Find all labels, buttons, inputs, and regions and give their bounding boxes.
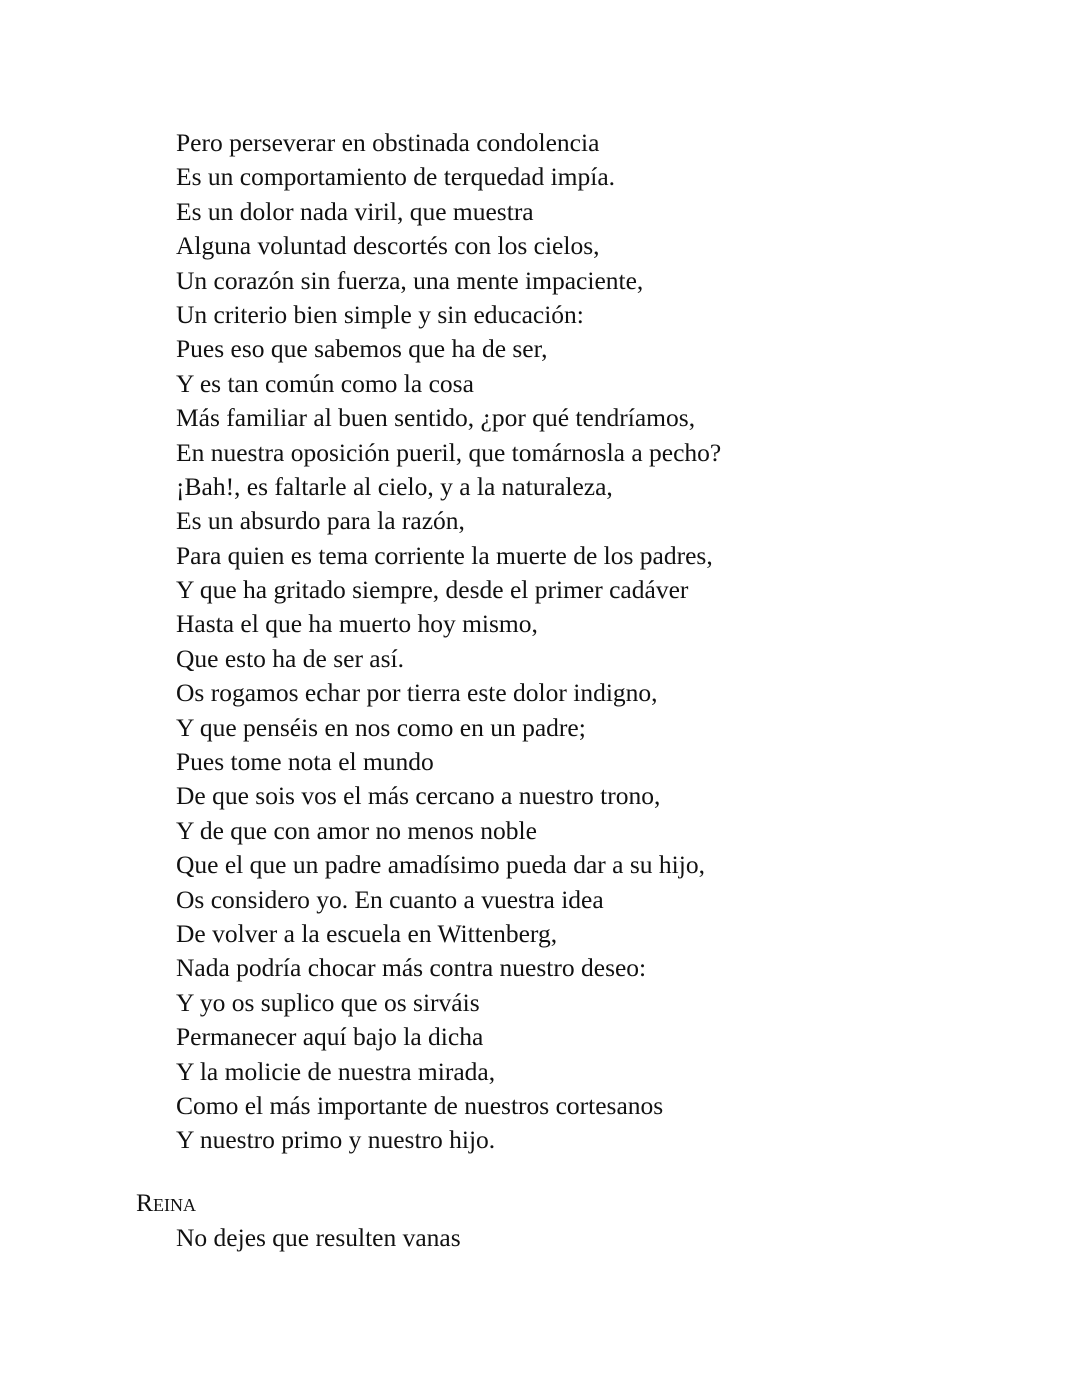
verse-line: Como el más importante de nuestros cortesanos <box>176 1090 664 1120</box>
verse-line: Pero perseverar en obstinada condolencia <box>176 128 600 157</box>
verse-line: Que esto ha de ser así. <box>176 643 405 673</box>
verse-line: Permanecer aquí bajo la dicha <box>176 1022 484 1052</box>
verse-line: Para quien es tema corriente la muerte de los padres, <box>176 540 713 570</box>
verse-line: De volver a la escuela en Wittenberg, <box>176 918 558 948</box>
verse-line: Nada podría chocar más contra nuestro deseo: <box>176 953 647 983</box>
verse-line: Es un comportamiento de terquedad impía. <box>176 162 616 192</box>
verse-line: Y nuestro primo y nuestro hijo. <box>176 1125 496 1155</box>
verse-line: Alguna voluntad descortés con los cielos, <box>176 231 600 261</box>
verse-line: Y la molicie de nuestra mirada, <box>176 1056 496 1086</box>
verse-line: Os rogamos echar por tierra este dolor indigno, <box>176 678 658 708</box>
speaker-name: Reina <box>136 1188 196 1217</box>
verse-line: Un corazón sin fuerza, una mente impaciente, <box>176 265 644 295</box>
verse-line: Y es tan común como la cosa <box>176 368 474 398</box>
verse-line: De que sois vos el más cercano a nuestro trono, <box>176 781 661 811</box>
verse-line: Pues eso que sabemos que ha de ser, <box>176 334 548 364</box>
verse-line: En nuestra oposición pueril, que tomárnosla a pecho? <box>176 437 722 467</box>
verse-line: Es un absurdo para la razón, <box>176 506 465 536</box>
verse-line: No dejes que resulten vanas <box>176 1223 461 1252</box>
verse-line: Y de que con amor no menos noble <box>176 815 537 845</box>
verse-block-king <box>176 126 721 1158</box>
verse-line: Más familiar al buen sentido, ¿por qué tendríamos, <box>176 403 696 433</box>
verse-line: Hasta el que ha muerto hoy mismo, <box>176 609 538 639</box>
verse-line: Que el que un padre amadísimo pueda dar a su hijo, <box>176 850 705 880</box>
verse-line: Os considero yo. En cuanto a vuestra idea <box>176 884 604 914</box>
verse-line: Pues tome nota el mundo <box>176 747 434 777</box>
verse-line: Y que penséis en nos como en un padre; <box>176 712 586 742</box>
verse-line: ¡Bah!, es faltarle al cielo, y a la naturaleza, <box>176 471 613 501</box>
verse-block-queen <box>176 1221 461 1255</box>
verse-line: Es un dolor nada viril, que muestra <box>176 196 534 226</box>
verse-line: Un criterio bien simple y sin educación: <box>176 299 584 329</box>
verse-line: Y que ha gritado siempre, desde el primer cadáver <box>176 575 689 605</box>
verse-line: Y yo os suplico que os sirváis <box>176 987 480 1017</box>
